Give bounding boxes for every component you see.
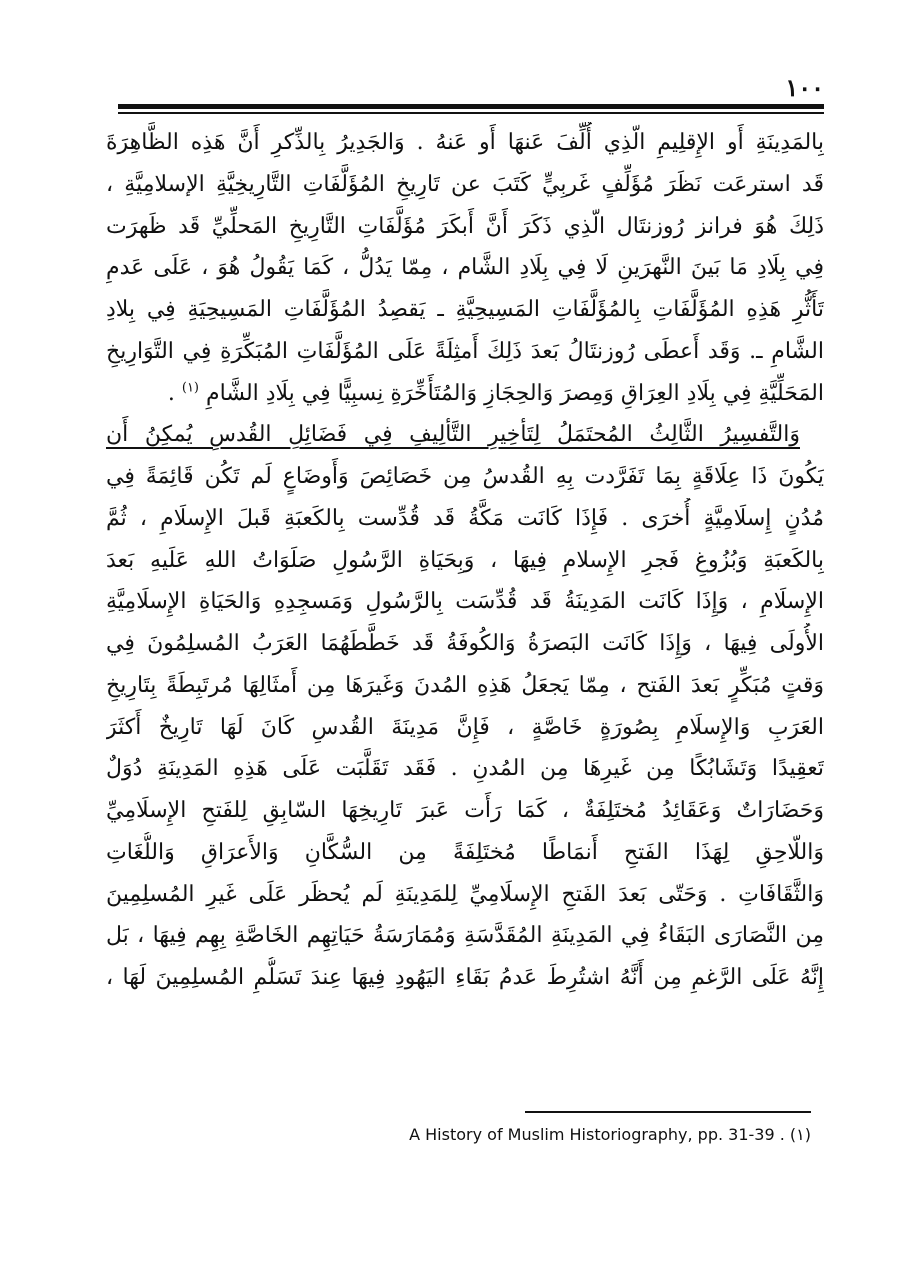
text-line: الأُولَى فِيهَا ، وَإِذَا كَانَت البَصرَةُ وَالكُوفَةُ قَد خَطَّطَهُمَا العَرَبُ المُسلِمُونَ فِي	[106, 631, 824, 656]
text-line: فِي بِلَادِ مَا بَينَ النَّهرَينِ لَا فِي بِلَادِ الشَّام ، مِمّا يَدُلُّ ، كَمَا يَقُولُ هُوَ ، عَلَى عَدمِ	[106, 255, 824, 281]
text-line: بِالمَدِينَةِ أَو الإِقلِيمِ الّذِي أُلِّفَ عَنهَا أَو عَنهُ . وَالجَدِيرُ بِالذِّكرِ أَنَّ هَذِه الظَّاهِرَةَ	[106, 130, 824, 155]
text-line: المَحَلِّيَّةِ فِي بِلَادِ العِرَاقِ وَمِصرَ وَالحِجَازِ وَالمُتَأَخِّرَةِ نِسبِيًّا فِي بِلَادِ الشَّامِ	[206, 380, 824, 406]
paragraph-start-line	[106, 414, 824, 456]
header-rule	[118, 104, 824, 109]
text-line: ذَلِكَ هُوَ فرانز رُوزنتَال الّذِي ذَكَرَ أَنَّ أَبكَرَ مُؤَلَّفَاتِ التَّارِيخِ المَحلِّيِّ قَد ظَهرَت	[106, 213, 824, 239]
text-line: وَحَضَارَاتٌ وَعَقَائِدُ مُختَلِفَةٌ ، كَمَا رَأَت عَبرَ تَارِيخِهَا السّابِقِ لِلفَتحِ الإِسلَامِيِّ	[106, 798, 824, 823]
footnote-rule	[525, 1111, 811, 1113]
text-line: تَأَثُّرِ هَذِهِ المُؤَلَّفَاتِ بِالمُؤَلَّفَاتِ المَسِيحِيَّةِ ـ يَقصِدُ المُؤَلَّفَاتِ المَسِيحِيَةِ فِي بِلادِ	[106, 297, 824, 322]
text-line: قَد استرعَت نَظَرَ مُؤَلِّفٍ غَربِيٍّ كَتَبَ عن تَارِيخِ المُؤَلَّفَاتِ التَّارِيخِيَّةِ الإسلامِيَّةِ ،	[106, 171, 824, 197]
text-line: تَعقِيدًا وَتَشَابُكًا مِن غَيرِهَا مِن المُدنِ . فَقَد تَقَلَّبَت عَلَى هَذِهِ المَدِينَةِ دُوَلٌ	[106, 756, 824, 782]
footnote-marker: (١)	[789, 1125, 811, 1144]
text-line: مِن النَّصَارَى البَقَاءُ فِي المَدِينَةِ المُقَدَّسَةِ وَمُمَارَسَةُ حَيَاتِهِم الخَاصَّةِ بِهِم فِيهَا ، بَل	[106, 923, 824, 949]
text-line: الإِسلَامِ ، وَإِذَا كَانَت المَدِينَةُ قَد قُدِّسَت بِالرَّسُولِ وَمَسجِدِهِ وَالحَيَاةِ الإِسلَامِيَّةِ	[106, 589, 824, 615]
header-rule-thin	[118, 112, 824, 114]
text-line: وَالثَّقَافَاتِ . وَحَتّى بَعدَ الفَتحِ الإِسلَامِيِّ لِلمَدِينَةِ لَم يُحظَر عَلَى غَيرِ المُسلِمِينَ	[106, 881, 824, 907]
text-line: وَاللّاحِقِ لِهَذَا الفَتحِ أَنمَاطًا مُختَلِفَةً مِن السُّكَّانِ وَالأَعرَاقِ وَاللُّغَاتِ	[106, 839, 824, 865]
text-line: مُدُنٍ إِسلَامِيَّةٍ أُخرَى . فَإِذَا كَانَت مَكَّةُ قَد قُدِّست بِالكَعبَةِ قَبلَ الإِسلَامِ ، ثُمَّ	[106, 505, 824, 531]
text-line: بِالكَعبَةِ وَبُزُوغِ فَجرِ الإِسلامِ فِيهَا ، وَبِحَيَاةِ الرَّسُولِ صَلَوَاتُ اللهِ عَلَيهِ بَعدَ	[106, 547, 824, 573]
text-line: وَقتٍ مُبَكِّرٍ بَعدَ الفَتح ، مِمّا يَجعَلُ هَذِهِ المُدنَ وَغَيرَهَا مِن أَمثَالِهَا مُرتَبِطَةً بِتَارِيخِ	[106, 672, 824, 698]
text-line: إِنَّهُ عَلَى الرَّغمِ مِن أَنَّهُ اشتُرِطَ عَدمُ بَقَاءِ اليَهُودِ فِيهَا عِندَ تَسَلُّمِ المُسلِمِينَ لَهَا ،	[106, 965, 824, 990]
footnote-ref: (١)	[181, 380, 199, 396]
underlined-line: وَالتَّفسِيرُ الثَّالِثُ المُحتَمَلُ لِتَأخِيرِ التَّألِيفِ فِي فَضَائِلِ القُدسِ يُمكِنُ أَن	[106, 422, 800, 448]
page-number: ١٠٠	[785, 73, 824, 102]
text-line: العَرَبِ وَالإِسلَامِ بِصُورَةٍ خَاصَّةٍ ، فَإِنَّ مَدِينَةَ القُدسِ كَانَ لَهَا تَارِيخٌ أَكثَرَ	[106, 714, 824, 740]
body-text	[106, 122, 824, 999]
text-line: الشَّامِ ـ. وَقَد أَعطَى رُوزنتَالُ بَعدَ ذَلِكَ أَمثِلَةً عَلَى المُؤَلَّفَاتِ المُبَكِّرَةِ فِي التَّوَارِيخِ	[106, 338, 824, 364]
paragraph-end-mark: .	[167, 380, 175, 406]
text-line: يَكُونَ ذَا عِلَاقَةٍ بِمَا تَفَرَّدت بِهِ القُدسُ مِن خَصَائِصَ وَأَوضَاعٍ لَم تَكُن قَائِمَةً فِي	[106, 464, 824, 489]
footnote	[110, 1122, 811, 1148]
footnote-citation: A History of Muslim Historiography, pp. 31-39 .	[409, 1125, 785, 1144]
paragraph-end-line	[106, 373, 824, 415]
